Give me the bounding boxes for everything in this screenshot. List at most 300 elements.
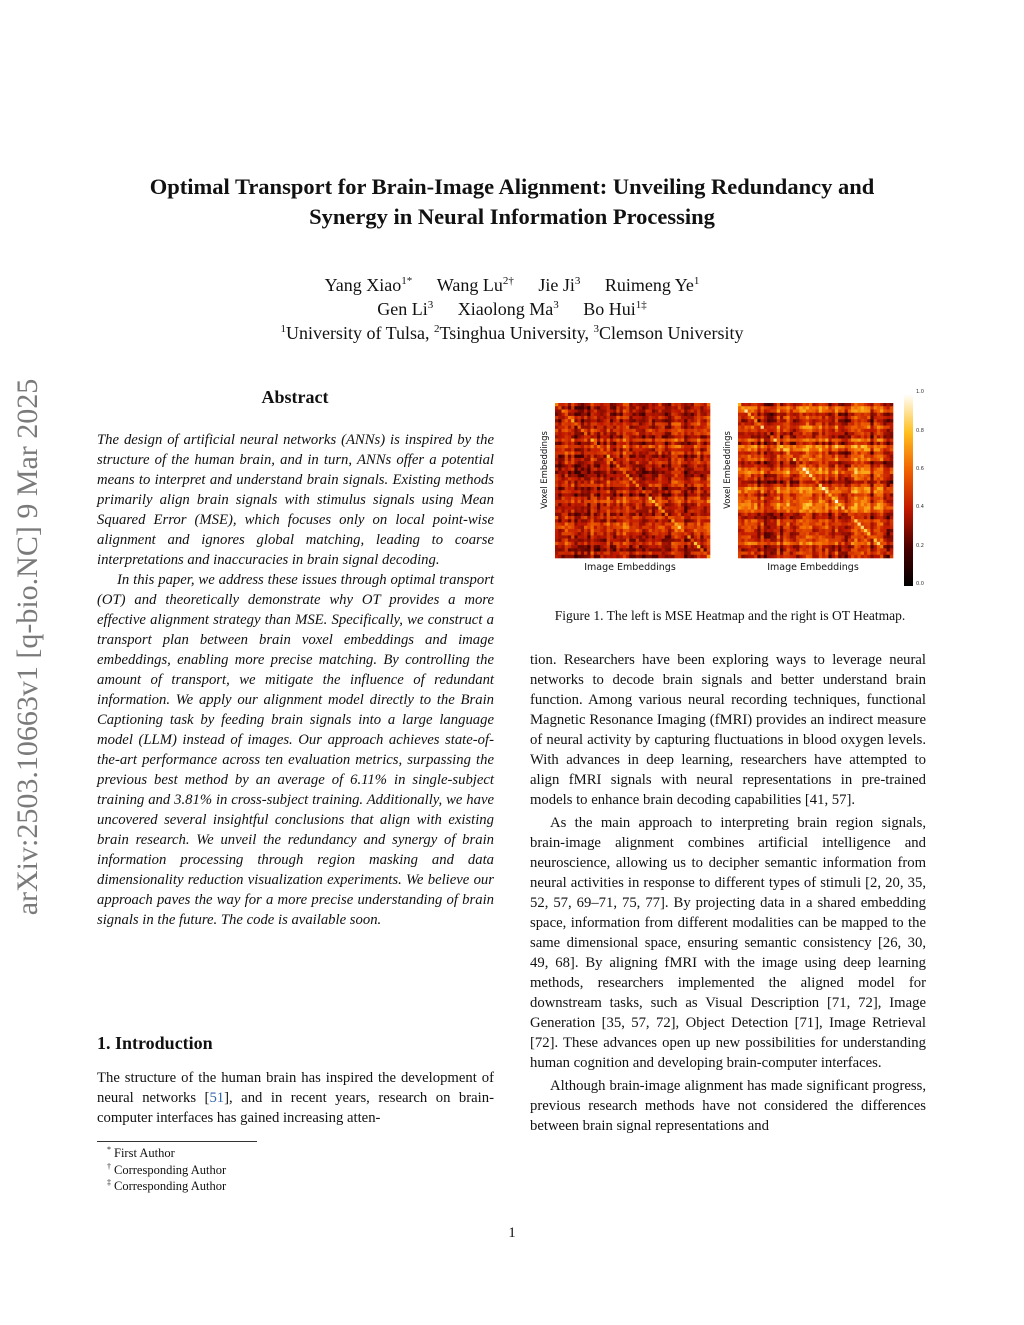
heatmap-cell: [887, 435, 891, 439]
heatmap-cell: [639, 497, 643, 501]
heatmap-cell: [652, 526, 656, 530]
heatmap-cell: [793, 416, 797, 420]
heatmap-cell: [774, 510, 778, 514]
heatmap-cell: [603, 429, 607, 433]
heatmap-cell: [774, 522, 778, 526]
heatmap-cell: [819, 413, 823, 417]
heatmap-cell: [649, 413, 653, 417]
heatmap-cell: [704, 484, 708, 488]
heatmap-cell: [887, 448, 891, 452]
heatmap-cell: [857, 474, 861, 478]
heatmap-cell: [790, 422, 794, 426]
heatmap-cell: [867, 419, 871, 423]
heatmap-cell: [828, 419, 832, 423]
heatmap-cell: [681, 429, 685, 433]
heatmap-cell: [864, 429, 868, 433]
heatmap-cell: [887, 455, 891, 459]
heatmap-cell: [649, 442, 653, 446]
heatmap-cell: [890, 522, 894, 526]
heatmap-cell: [845, 526, 849, 530]
heatmap-cell: [877, 419, 881, 423]
heatmap-cell: [558, 535, 562, 539]
heatmap-cell: [678, 510, 682, 514]
heatmap-cell: [861, 503, 865, 507]
heatmap-cell: [668, 445, 672, 449]
heatmap-cell: [786, 513, 790, 517]
heatmap-cell: [629, 403, 633, 407]
heatmap-cell: [825, 429, 829, 433]
heatmap-cell: [649, 445, 653, 449]
heatmap-cell: [764, 506, 768, 510]
heatmap-cell: [584, 529, 588, 533]
heatmap-cell: [741, 481, 745, 485]
heatmap-cell: [603, 526, 607, 530]
heatmap-cell: [880, 493, 884, 497]
heatmap-cell: [883, 445, 887, 449]
heatmap-cell: [626, 455, 630, 459]
heatmap-cell: [845, 503, 849, 507]
heatmap-cell: [838, 500, 842, 504]
heatmap-cell: [662, 409, 666, 413]
heatmap-cell: [874, 516, 878, 520]
heatmap-cell: [591, 442, 595, 446]
heatmap-cell: [841, 552, 845, 556]
heatmap-cell: [825, 406, 829, 410]
heatmap-cell: [841, 555, 845, 559]
heatmap-cell: [613, 529, 617, 533]
heatmap-cell: [777, 526, 781, 530]
heatmap-cell: [861, 422, 865, 426]
heatmap-cell: [678, 445, 682, 449]
heatmap-cell: [574, 506, 578, 510]
heatmap-cell: [790, 464, 794, 468]
heatmap-cell: [597, 545, 601, 549]
heatmap-cell: [877, 468, 881, 472]
heatmap-cell: [783, 451, 787, 455]
heatmap-cell: [594, 516, 598, 520]
heatmap-cell: [861, 435, 865, 439]
heatmap-cell: [883, 510, 887, 514]
heatmap-cell: [684, 506, 688, 510]
heatmap-cell: [754, 529, 758, 533]
heatmap-cell: [857, 468, 861, 472]
heatmap-cell: [812, 487, 816, 491]
heatmap-cell: [780, 416, 784, 420]
heatmap-cell: [587, 468, 591, 472]
heatmap-cell: [594, 481, 598, 485]
heatmap-cell: [783, 439, 787, 443]
heatmap-cell: [558, 429, 562, 433]
heatmap-cell: [799, 435, 803, 439]
heatmap-cell: [890, 416, 894, 420]
heatmap-cell: [744, 435, 748, 439]
heatmap-cell: [845, 474, 849, 478]
heatmap-cell: [809, 506, 813, 510]
heatmap-cell: [687, 471, 691, 475]
heatmap-cell: [867, 468, 871, 472]
heatmap-cell: [819, 468, 823, 472]
heatmap-cell: [704, 474, 708, 478]
heatmap-cell: [587, 406, 591, 410]
heatmap-cell: [620, 416, 624, 420]
heatmap-cell: [578, 493, 582, 497]
heatmap-cell: [857, 426, 861, 430]
heatmap-cell: [565, 506, 569, 510]
heatmap-cell: [838, 487, 842, 491]
heatmap-cell: [809, 445, 813, 449]
heatmap-cell: [786, 461, 790, 465]
heatmap-cell: [558, 503, 562, 507]
heatmap-cell: [738, 451, 742, 455]
heatmap-cell: [597, 458, 601, 462]
heatmap-cell: [704, 539, 708, 543]
heatmap-cell: [704, 510, 708, 514]
heatmap-cell: [851, 426, 855, 430]
heatmap-cell: [774, 451, 778, 455]
heatmap-cell: [809, 522, 813, 526]
heatmap-cell: [835, 403, 839, 407]
heatmap-cell: [568, 435, 572, 439]
heatmap-cell: [861, 445, 865, 449]
heatmap-cell: [887, 513, 891, 517]
heatmap-cell: [783, 542, 787, 546]
heatmap-cell: [793, 510, 797, 514]
heatmap-cell: [780, 493, 784, 497]
heatmap-cell: [697, 477, 701, 481]
heatmap-cell: [767, 545, 771, 549]
heatmap-cell: [741, 516, 745, 520]
heatmap-cell: [571, 432, 575, 436]
heatmap-cell: [790, 490, 794, 494]
heatmap-cell: [822, 516, 826, 520]
heatmap-cell: [822, 490, 826, 494]
heatmap-cell: [694, 474, 698, 478]
heatmap-cell: [652, 455, 656, 459]
heatmap-cell: [799, 413, 803, 417]
heatmap-cell: [620, 539, 624, 543]
heatmap-cell: [790, 474, 794, 478]
heatmap-cell: [581, 451, 585, 455]
heatmap-cell: [681, 413, 685, 417]
heatmap-cell: [803, 529, 807, 533]
heatmap-cell: [645, 548, 649, 552]
heatmap-cell: [655, 426, 659, 430]
heatmap-cell: [828, 422, 832, 426]
heatmap-cell: [877, 490, 881, 494]
heatmap-cell: [767, 406, 771, 410]
heatmap-cell: [678, 422, 682, 426]
heatmap-cell: [751, 474, 755, 478]
heatmap-cell: [633, 548, 637, 552]
heatmap-cell: [633, 529, 637, 533]
heatmap-cell: [555, 409, 559, 413]
heatmap-cell: [600, 422, 604, 426]
heatmap-cell: [587, 422, 591, 426]
heatmap-cell: [890, 435, 894, 439]
heatmap-cell: [707, 458, 711, 462]
heatmap-cell: [668, 526, 672, 530]
heatmap-cell: [629, 555, 633, 559]
heatmap-cell: [574, 471, 578, 475]
heatmap-cell: [603, 490, 607, 494]
heatmap-cell: [835, 493, 839, 497]
heatmap-cell: [867, 516, 871, 520]
heatmap-cell: [678, 416, 682, 420]
heatmap-cell: [861, 545, 865, 549]
heatmap-cell: [578, 474, 582, 478]
heatmap-cell: [870, 406, 874, 410]
heatmap-cell: [841, 484, 845, 488]
heatmap-cell: [704, 497, 708, 501]
heatmap-cell: [744, 429, 748, 433]
heatmap-cell: [610, 451, 614, 455]
heatmap-cell: [678, 451, 682, 455]
heatmap-cell: [848, 448, 852, 452]
heatmap-cell: [674, 442, 678, 446]
heatmap-cell: [704, 481, 708, 485]
heatmap-cell: [649, 477, 653, 481]
heatmap-cell: [607, 451, 611, 455]
heatmap-cell: [571, 526, 575, 530]
heatmap-cell: [681, 403, 685, 407]
heatmap-cell: [864, 529, 868, 533]
heatmap-cell: [704, 439, 708, 443]
heatmap-cell: [861, 442, 865, 446]
heatmap-cell: [851, 552, 855, 556]
heatmap-cell: [780, 503, 784, 507]
heatmap-cell: [707, 493, 711, 497]
heatmap-cell: [803, 416, 807, 420]
heatmap-cell: [838, 426, 842, 430]
heatmap-cell: [649, 481, 653, 485]
heatmap-cell: [671, 403, 675, 407]
heatmap-cell: [623, 513, 627, 517]
heatmap-cell: [861, 464, 865, 468]
heatmap-cell: [748, 552, 752, 556]
heatmap-cell: [744, 535, 748, 539]
heatmap-cell: [854, 487, 858, 491]
heatmap-cell: [597, 435, 601, 439]
heatmap-cell: [655, 529, 659, 533]
heatmap-cell: [600, 506, 604, 510]
heatmap-cell: [880, 555, 884, 559]
heatmap-cell: [674, 455, 678, 459]
heatmap-cell: [819, 422, 823, 426]
heatmap-cell: [744, 426, 748, 430]
heatmap-cell: [594, 471, 598, 475]
heatmap-cell: [607, 455, 611, 459]
heatmap-cell: [584, 519, 588, 523]
heatmap-cell: [841, 526, 845, 530]
heatmap-cell: [678, 535, 682, 539]
heatmap-cell: [767, 458, 771, 462]
heatmap-cell: [568, 503, 572, 507]
heatmap-cell: [681, 442, 685, 446]
heatmap-cell: [591, 545, 595, 549]
heatmap-cell: [600, 535, 604, 539]
heatmap-cell: [697, 419, 701, 423]
heatmap-cell: [809, 448, 813, 452]
heatmap-cell: [565, 448, 569, 452]
heatmap-cell: [642, 474, 646, 478]
heatmap-cell: [655, 487, 659, 491]
heatmap-cell: [581, 552, 585, 556]
heatmap-cell: [741, 448, 745, 452]
heatmap-cell: [555, 455, 559, 459]
heatmap-cell: [738, 458, 742, 462]
heatmap-cell: [610, 429, 614, 433]
heatmap-cell: [848, 490, 852, 494]
heatmap-cell: [870, 526, 874, 530]
heatmap-cell: [809, 503, 813, 507]
heatmap-cell: [744, 474, 748, 478]
heatmap-cell: [822, 426, 826, 430]
heatmap-cell: [707, 484, 711, 488]
heatmap-cell: [828, 506, 832, 510]
heatmap-cell: [626, 516, 630, 520]
affiliation: $^1$University of Tulsa,: [280, 323, 430, 343]
heatmap-cell: [687, 451, 691, 455]
heatmap-cell: [613, 490, 617, 494]
heatmap-cell: [607, 445, 611, 449]
heatmap-cell: [877, 506, 881, 510]
heatmap-cell: [555, 522, 559, 526]
heatmap-cell: [854, 413, 858, 417]
heatmap-cell: [613, 461, 617, 465]
heatmap-cell: [636, 416, 640, 420]
heatmap-cell: [819, 545, 823, 549]
heatmap-cell: [828, 500, 832, 504]
heatmap-cell: [845, 532, 849, 536]
heatmap-cell: [700, 513, 704, 517]
heatmap-cell: [780, 413, 784, 417]
heatmap-cell: [623, 471, 627, 475]
heatmap-cell: [691, 487, 695, 491]
heatmap-cell: [867, 503, 871, 507]
heatmap-cell: [744, 409, 748, 413]
heatmap-cell: [687, 542, 691, 546]
heatmap-cell: [770, 535, 774, 539]
heatmap-cell: [616, 535, 620, 539]
heatmap-cell: [777, 468, 781, 472]
heatmap-cell: [707, 539, 711, 543]
heatmap-cell: [838, 513, 842, 517]
heatmap-cell: [848, 461, 852, 465]
heatmap-cell: [594, 448, 598, 452]
heatmap-cell: [809, 413, 813, 417]
heatmap-cell: [796, 448, 800, 452]
heatmap-cell: [600, 516, 604, 520]
heatmap-cell: [584, 455, 588, 459]
heatmap-cell: [587, 458, 591, 462]
heatmap-cell: [704, 487, 708, 491]
heatmap-cell: [555, 555, 559, 559]
heatmap-cell: [877, 529, 881, 533]
heatmap-cell: [832, 464, 836, 468]
heatmap-cell: [835, 426, 839, 430]
heatmap-cell: [561, 493, 565, 497]
heatmap-cell: [655, 516, 659, 520]
heatmap-cell: [691, 539, 695, 543]
heatmap-cell: [783, 535, 787, 539]
heatmap-cell: [558, 432, 562, 436]
heatmap-cell: [678, 458, 682, 462]
citation-link[interactable]: 51: [209, 1090, 225, 1106]
heatmap-cell: [597, 522, 601, 526]
heatmap-cell: [620, 487, 624, 491]
heatmap-cell: [600, 468, 604, 472]
heatmap-cell: [770, 429, 774, 433]
heatmap-cell: [594, 535, 598, 539]
heatmap-cell: [874, 458, 878, 462]
heatmap-cell: [825, 422, 829, 426]
heatmap-cell: [793, 432, 797, 436]
heatmap-cell: [783, 435, 787, 439]
heatmap-cell: [665, 535, 669, 539]
heatmap-cell: [587, 500, 591, 504]
heatmap-cell: [655, 539, 659, 543]
heatmap-cell: [645, 477, 649, 481]
heatmap-cell: [587, 416, 591, 420]
heatmap-cell: [761, 513, 765, 517]
heatmap-cell: [757, 490, 761, 494]
heatmap-cell: [652, 406, 656, 410]
heatmap-cell: [639, 435, 643, 439]
heatmap-cell: [761, 484, 765, 488]
heatmap-cell: [561, 519, 565, 523]
heatmap-cell: [796, 435, 800, 439]
heatmap-cell: [571, 500, 575, 504]
heatmap-cell: [819, 432, 823, 436]
heatmap-cell: [565, 510, 569, 514]
heatmap-cell: [603, 416, 607, 420]
heatmap-cell: [848, 422, 852, 426]
heatmap-cell: [591, 487, 595, 491]
heatmap-cell: [691, 548, 695, 552]
heatmap-cell: [825, 435, 829, 439]
heatmap-cell: [584, 513, 588, 517]
heatmap-cell: [704, 432, 708, 436]
heatmap-cell: [819, 552, 823, 556]
heatmap-cell: [662, 539, 666, 543]
heatmap-cell: [828, 429, 832, 433]
heatmap-cell: [636, 545, 640, 549]
heatmap-cell: [783, 426, 787, 430]
heatmap-cell: [770, 471, 774, 475]
heatmap-cell: [694, 439, 698, 443]
heatmap-cell: [809, 535, 813, 539]
heatmap-cell: [584, 422, 588, 426]
heatmap-cell: [744, 516, 748, 520]
heatmap-cell: [777, 413, 781, 417]
heatmap-cell: [642, 503, 646, 507]
heatmap-cell: [597, 419, 601, 423]
heatmap-cell: [812, 474, 816, 478]
heatmap-cell: [665, 545, 669, 549]
heatmap-cell: [639, 432, 643, 436]
heatmap-cell: [658, 477, 662, 481]
heatmap-cell: [867, 426, 871, 430]
heatmap-cell: [600, 426, 604, 430]
heatmap-cell: [587, 506, 591, 510]
heatmap-cell: [806, 464, 810, 468]
heatmap-cell: [674, 516, 678, 520]
heatmap-cell: [555, 552, 559, 556]
heatmap-cell: [803, 464, 807, 468]
heatmap-cell: [757, 516, 761, 520]
heatmap-cell: [574, 484, 578, 488]
heatmap-cell: [565, 529, 569, 533]
